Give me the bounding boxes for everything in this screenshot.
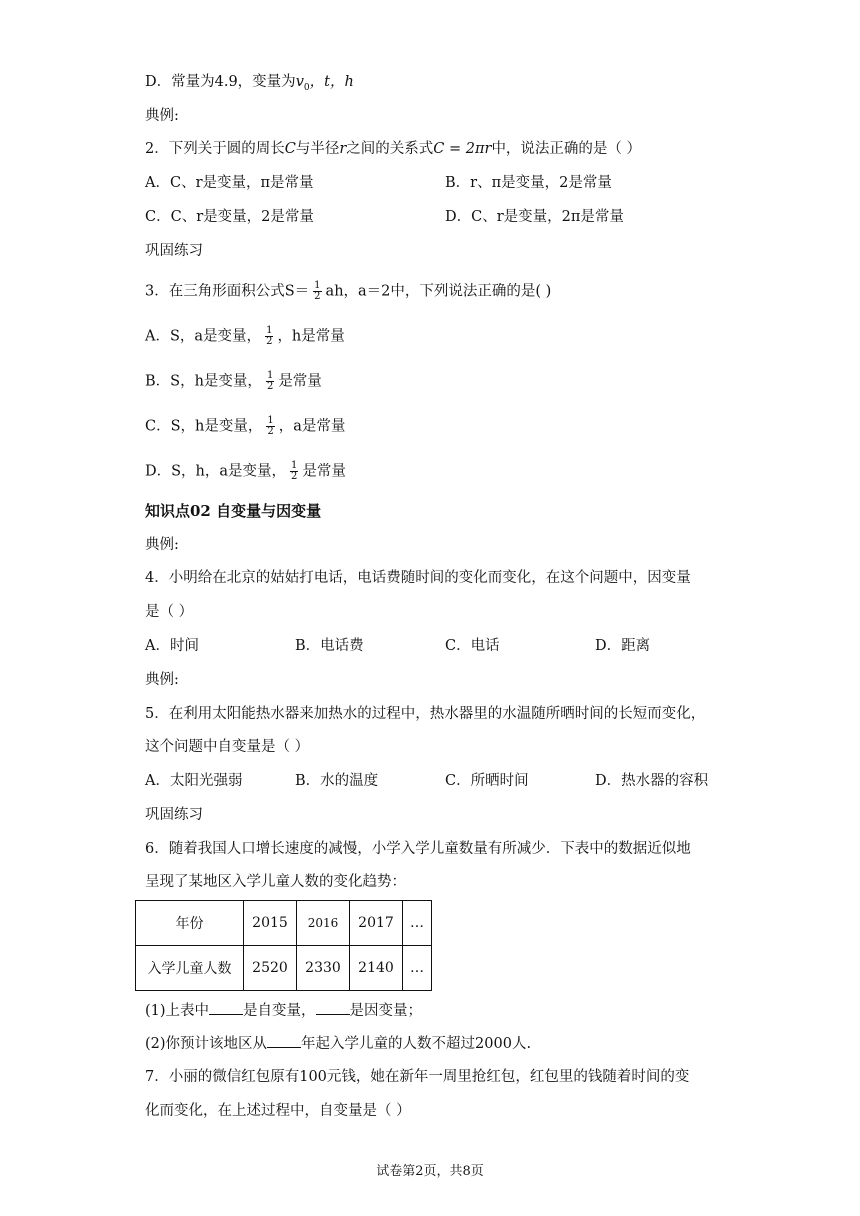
table-cell: … — [403, 901, 432, 946]
table-cell: … — [403, 946, 432, 991]
q3-option-b: B．S，h是变量， $\frac{1}{2}$ 是常量 — [145, 370, 322, 392]
q2-option-d: D．C、r是变量，2π是常量 — [445, 209, 624, 225]
q5-option-b: B．水的温度 — [295, 773, 379, 789]
q7-stem-line1: 7．小丽的微信红包原有100元钱，她在新年一周里抢红包，红包里的钱随着时间的变 — [145, 1069, 690, 1085]
q6-stem-line2: 呈现了某地区入学儿童人数的变化趋势： — [145, 874, 406, 890]
q4-option-b: B．电话费 — [295, 638, 364, 654]
q3-option-c: C．S，h是变量， $\frac{1}{2}$ ，a是常量 — [145, 415, 346, 437]
q6-sub2: (2)你预计该地区从 年起入学儿童的人数不超过2000人. — [145, 1033, 531, 1054]
enrollment-table — [135, 900, 432, 991]
table-cell: 年份 — [136, 901, 244, 946]
answer-blank[interactable] — [209, 1000, 243, 1015]
q2-stem: 2．下列关于圆的周长C与半径r之间的关系式C = 2πr中，说法正确的是（ ） — [145, 141, 642, 157]
q5-stem-line2: 这个问题中自变量是（ ） — [145, 739, 310, 755]
page-footer: 试卷第2页，共8页 — [376, 1164, 484, 1179]
q5-option-a: A．太阳光强弱 — [145, 773, 243, 789]
q5-option-c: C．所晒时间 — [445, 773, 529, 789]
answer-blank[interactable] — [316, 1000, 350, 1015]
table-cell: 2016 — [297, 901, 350, 946]
q3-stem: 3．在三角形面积公式S＝ $\frac{1}{2}$ ah，a＝2中，下列说法正确的是( ) — [145, 280, 552, 302]
q7-stem-line2: 化而变化，在上述过程中，自变量是（ ） — [145, 1103, 411, 1119]
section-heading: 知识点02 自变量与因变量 — [145, 502, 322, 520]
q4-stem-line2: 是（ ） — [145, 604, 194, 620]
q3-option-a: A．S，a是变量， $\frac{1}{2}$ ，h是常量 — [145, 325, 345, 347]
q4-stem-line1: 4．小明给在北京的姑姑打电话，电话费随时间的变化而变化，在这个问题中，因变量 — [145, 570, 691, 586]
q5-stem-line1: 5．在利用太阳能热水器来加热水的过程中，热水器里的水温随所晒时间的长短而变化， — [145, 706, 706, 722]
q4-option-c: C．电话 — [445, 638, 500, 654]
table-cell: 2330 — [297, 946, 350, 991]
q1-option-d: D．常量为4.9，变量为$v_0$，t，h — [145, 74, 354, 93]
q4-option-a: A．时间 — [145, 638, 199, 654]
table-cell: 2520 — [244, 946, 297, 991]
q2-option-b: B．r、π是变量，2是常量 — [445, 175, 612, 191]
q2-option-a: A．C、r是变量，π是常量 — [145, 175, 314, 191]
example-tag: 典例: — [145, 672, 179, 688]
q2-option-c: C．C、r是变量，2是常量 — [145, 209, 314, 225]
table-row — [136, 946, 432, 991]
answer-blank[interactable] — [267, 1033, 301, 1048]
fraction-one-half: $\frac{1}{2}$ — [314, 280, 321, 302]
q6-sub1: (1)上表中 是自变量， 是因变量； — [145, 1000, 422, 1021]
example-tag: 典例: — [145, 537, 179, 553]
table-cell: 2140 — [350, 946, 403, 991]
practice-tag: 巩固练习 — [145, 243, 203, 259]
table-row — [136, 901, 432, 946]
table-cell: 2015 — [244, 901, 297, 946]
table-cell: 入学儿童人数 — [136, 946, 244, 991]
q5-option-d: D．热水器的容积 — [595, 773, 709, 789]
practice-tag: 巩固练习 — [145, 807, 203, 823]
q4-option-d: D．距离 — [595, 638, 651, 654]
example-tag: 典例: — [145, 108, 179, 124]
q3-option-d: D．S，h，a是变量， $\frac{1}{2}$ 是常量 — [145, 460, 346, 482]
table-cell: 2017 — [350, 901, 403, 946]
q6-stem-line1: 6．随着我国人口增长速度的减慢，小学入学儿童数量有所减少．下表中的数据近似地 — [145, 841, 691, 857]
